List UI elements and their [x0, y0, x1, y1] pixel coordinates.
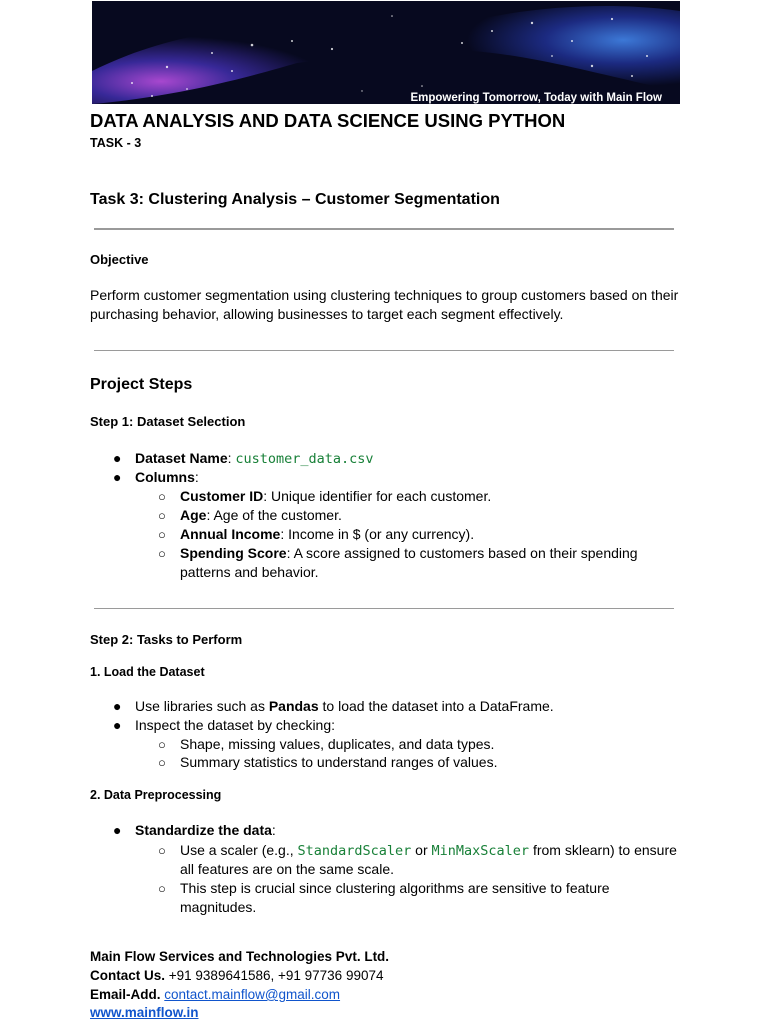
banner-artwork: [92, 1, 680, 104]
minmax-scaler-code: MinMaxScaler: [431, 843, 530, 859]
inspect-item: Inspect the dataset by checking:: [135, 717, 336, 733]
column-item: [180, 506, 342, 525]
sub-bullet-circle: ○: [158, 546, 166, 561]
columns-item: [135, 468, 199, 487]
sub-bullet-circle: ○: [158, 489, 166, 504]
column-name: Customer ID: [180, 488, 264, 504]
objective-heading: Objective: [90, 252, 149, 267]
columns-sep: :: [194, 469, 199, 485]
sub-bullet-circle: ○: [158, 843, 166, 858]
dataset-name-label: Dataset Name: [135, 450, 228, 466]
sub-bullet-circle: ○: [158, 737, 166, 752]
standardize-label: Standardize the data: [135, 822, 272, 838]
header-banner: [92, 1, 680, 104]
column-item: [180, 525, 474, 544]
text-fragment: to load the dataset into a DataFrame.: [318, 698, 554, 714]
bullet-dot: ●: [113, 469, 122, 485]
footer-company: [90, 947, 389, 966]
email-label: Email-Add.: [90, 987, 161, 1002]
footer-email: [90, 985, 340, 1004]
load-dataset-item: [135, 697, 554, 716]
website-link[interactable]: www.mainflow.in: [90, 1005, 199, 1020]
divider: [94, 228, 674, 230]
footer-website: [90, 1003, 199, 1022]
contact-label: Contact Us.: [90, 968, 166, 983]
pandas-label: Pandas: [268, 698, 319, 714]
dataset-name-sep: :: [227, 450, 236, 466]
bullet-dot: ●: [113, 717, 122, 733]
sub-bullet-circle: ○: [158, 755, 166, 770]
preprocessing-heading: 2. Data Preprocessing: [90, 788, 222, 802]
column-name: Annual Income: [180, 526, 281, 542]
project-steps-heading: Project Steps: [90, 376, 193, 393]
column-name: Spending Score: [180, 545, 287, 561]
inspect-sub-item: Summary statistics to understand ranges of values.: [180, 754, 498, 770]
column-desc: : Income in $ (or any currency).: [280, 526, 475, 542]
divider: [94, 350, 674, 351]
text-fragment: or: [411, 842, 432, 858]
load-dataset-heading: 1. Load the Dataset: [90, 665, 205, 679]
objective-text: [90, 286, 690, 324]
dataset-name-item: [135, 449, 374, 469]
contact-value: +91 9389641586, +91 97736 99074: [165, 968, 384, 983]
bullet-dot: ●: [113, 450, 122, 466]
dataset-file-name: customer_data.csv: [235, 451, 374, 467]
crucial-item-continued: magnitudes.: [180, 899, 257, 915]
text-fragment: Use libraries such as: [135, 698, 269, 714]
column-desc-continued: patterns and behavior.: [180, 564, 319, 580]
column-desc: : A score assigned to customers based on their spending: [286, 545, 638, 561]
inspect-sub-item: Shape, missing values, duplicates, and data types.: [180, 736, 495, 752]
email-link[interactable]: contact.mainflow@gmail.com: [164, 987, 341, 1002]
bullet-dot: ●: [113, 698, 122, 714]
column-name: Age: [180, 507, 207, 523]
objective-line-2: purchasing behavior, allowing businesses to target each segment effectively.: [90, 306, 564, 322]
standardize-item: [135, 821, 276, 840]
banner-tagline: Empowering Tomorrow, Today with Main Flow: [410, 92, 662, 104]
sub-bullet-circle: ○: [158, 527, 166, 542]
divider: [94, 608, 674, 609]
text-fragment: Use a scaler (e.g.,: [180, 842, 298, 858]
step2-heading: Step 2: Tasks to Perform: [90, 632, 243, 647]
company-name: Main Flow Services and Technologies Pvt. Ltd.: [90, 949, 390, 964]
columns-label: Columns: [135, 469, 195, 485]
sub-bullet-circle: ○: [158, 881, 166, 896]
bullet-dot: ●: [113, 822, 122, 838]
column-desc: : Age of the customer.: [206, 507, 342, 523]
standard-scaler-code: StandardScaler: [297, 843, 412, 859]
task-number: TASK - 3: [90, 136, 142, 150]
text-fragment: from sklearn) to ensure: [529, 842, 677, 858]
task-heading: Task 3: Clustering Analysis – Customer Segmentation: [90, 191, 500, 208]
column-desc: : Unique identifier for each customer.: [263, 488, 492, 504]
crucial-item: This step is crucial since clustering algorithms are sensitive to feature: [180, 880, 610, 896]
step1-heading: Step 1: Dataset Selection: [90, 414, 246, 429]
column-item: [180, 487, 491, 506]
scaler-item-continued: all features are on the same scale.: [180, 861, 395, 877]
footer-contact: [90, 966, 383, 985]
column-item: [180, 544, 638, 563]
scaler-item: [180, 841, 677, 861]
document-title: DATA ANALYSIS AND DATA SCIENCE USING PYTHON: [90, 110, 566, 131]
objective-line-1: Perform customer segmentation using clustering techniques to group customers based on their: [90, 287, 679, 303]
sub-bullet-circle: ○: [158, 508, 166, 523]
text-fragment: :: [271, 822, 276, 838]
